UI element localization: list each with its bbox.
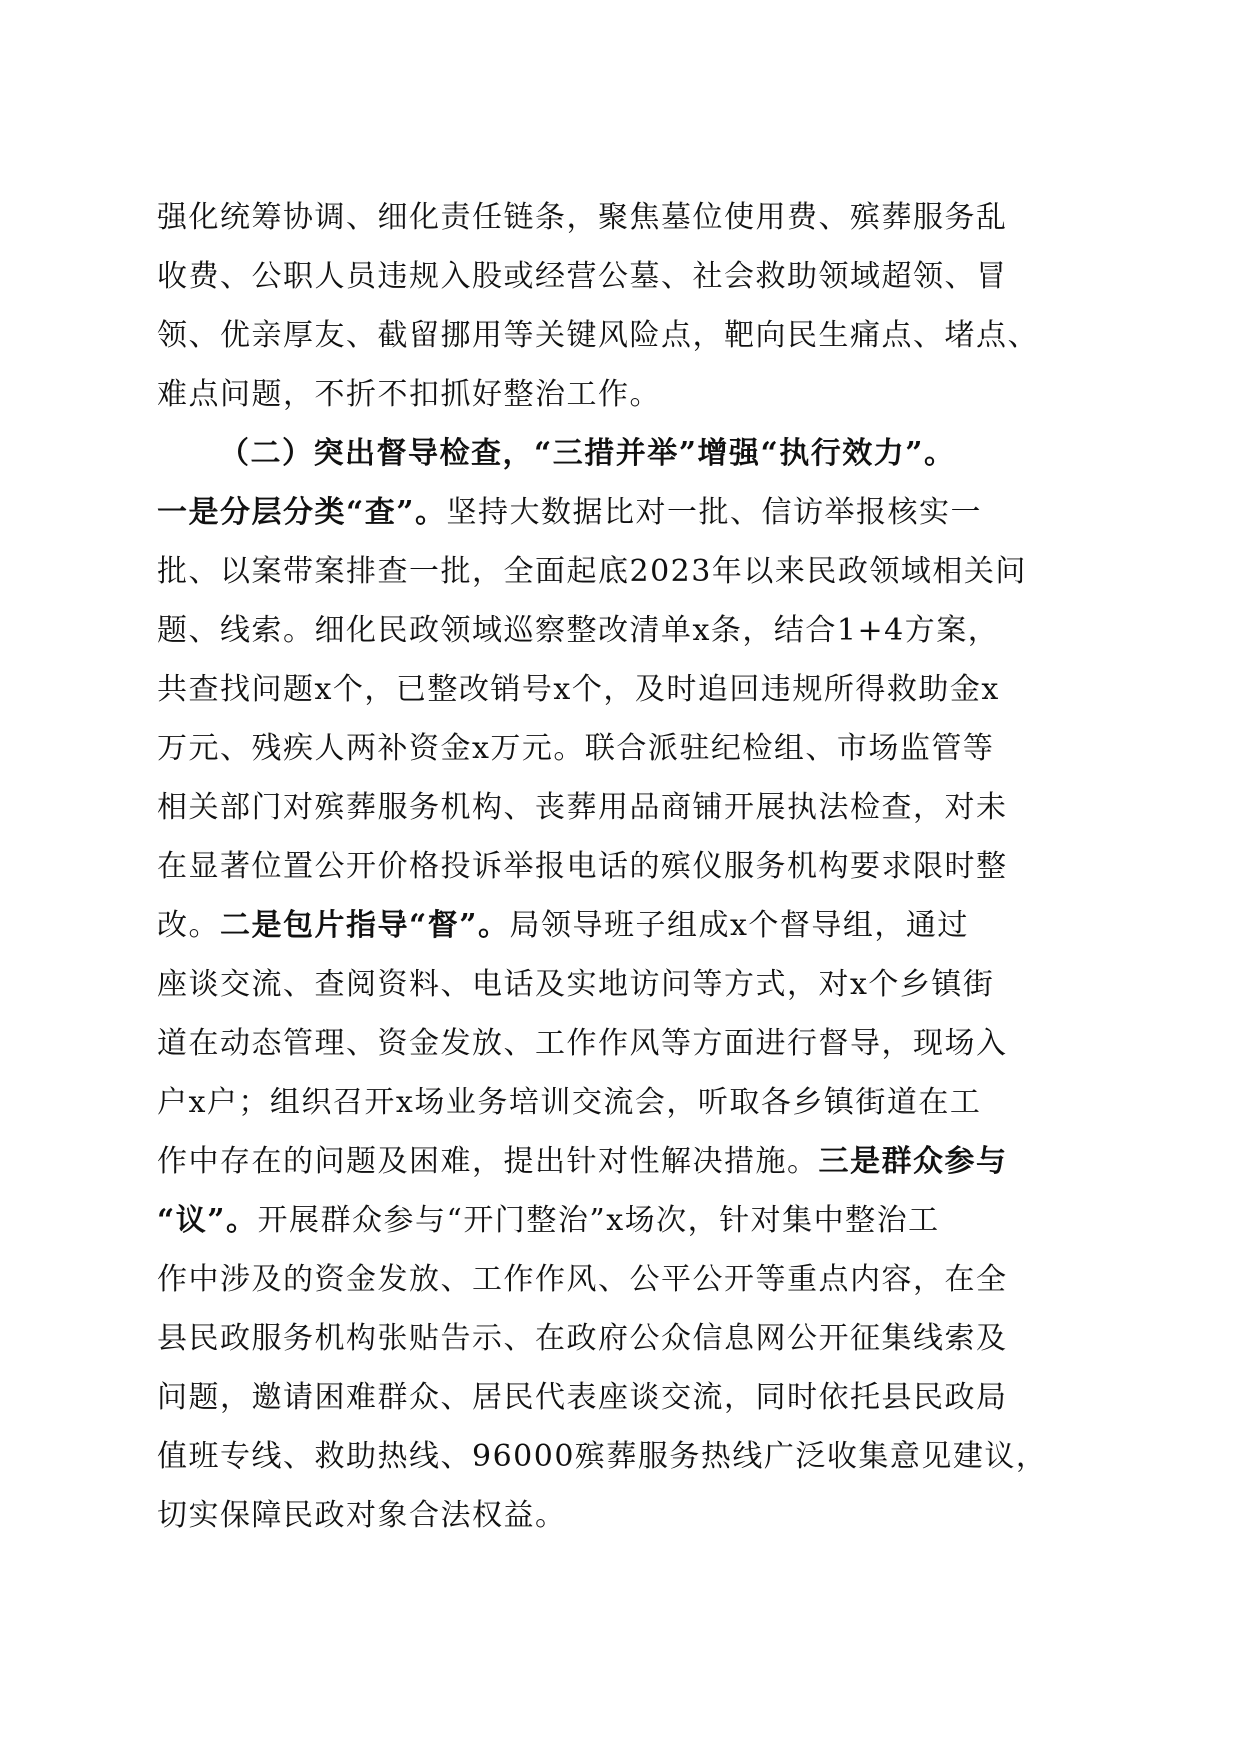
text-line xyxy=(157,1368,1083,1427)
text-run: 批、以案带案排查一批，全面起底2023年以来民政领域相关问 xyxy=(157,554,1027,589)
text-line xyxy=(157,1073,1083,1132)
section-heading-text: （二）突出督导检查，“三措并举”增强“执行效力”。 xyxy=(219,436,956,471)
point-heading-3b: “议”。 xyxy=(157,1203,258,1238)
text-line xyxy=(157,719,1083,778)
text-line xyxy=(157,483,1083,542)
text-line xyxy=(157,1427,1083,1486)
text-line xyxy=(157,1309,1083,1368)
text-line xyxy=(157,778,1083,837)
text-line xyxy=(157,660,1083,719)
text-run: 改。 xyxy=(157,908,220,943)
text-run: 道在动态管理、资金发放、工作作风等方面进行督导，现场入 xyxy=(157,1026,1008,1061)
text-line xyxy=(157,601,1083,660)
text-line xyxy=(157,542,1083,601)
text-line xyxy=(157,896,1083,955)
text-line xyxy=(157,247,1083,306)
text-run: 作中涉及的资金发放、工作作风、公平公开等重点内容，在全 xyxy=(157,1262,1008,1297)
text-line xyxy=(157,1250,1083,1309)
text-run: 共查找问题x个，已整改销号x个，及时追回违规所得救助金x xyxy=(157,672,1000,707)
text-line xyxy=(157,365,1083,424)
text-line xyxy=(157,188,1083,247)
text-run: 问题，邀请困难群众、居民代表座谈交流，同时依托县民政局 xyxy=(157,1380,1008,1415)
text-line xyxy=(157,1132,1083,1191)
text-run: 难点问题，不折不扣抓好整治工作。 xyxy=(157,377,661,412)
text-run: 领、优亲厚友、截留挪用等关键风险点，靶向民生痛点、堵点、 xyxy=(157,318,1039,353)
text-run: 万元、残疾人两补资金x万元。联合派驻纪检组、市场监管等 xyxy=(157,731,995,766)
text-run: 相关部门对殡葬服务机构、丧葬用品商铺开展执法检查，对未 xyxy=(157,790,1008,825)
text-run: 作中存在的问题及困难，提出针对性解决措施。 xyxy=(157,1144,819,1179)
point-heading-2: 二是包片指导“督”。 xyxy=(220,908,510,943)
text-run: 题、线索。细化民政领域巡察整改清单x条，结合1+4方案， xyxy=(157,613,1000,648)
text-run: 开展群众参与“开门整治”x场次，针对集中整治工 xyxy=(257,1203,940,1238)
text-run: 户x户；组织召开x场业务培训交流会，听取各乡镇街道在工 xyxy=(157,1085,982,1120)
text-run: 切实保障民政对象合法权益。 xyxy=(157,1498,567,1533)
text-run: 座谈交流、查阅资料、电话及实地访问等方式，对x个乡镇街 xyxy=(157,967,995,1002)
text-line xyxy=(157,1486,1083,1545)
text-run: 在显著位置公开价格投诉举报电话的殡仪服务机构要求限时整 xyxy=(157,849,1008,884)
section-heading xyxy=(157,424,1083,483)
text-run: 强化统筹协调、细化责任链条，聚焦墓位使用费、殡葬服务乱 xyxy=(157,200,1008,235)
body-text xyxy=(157,188,1083,1545)
text-line xyxy=(157,837,1083,896)
text-line xyxy=(157,306,1083,365)
text-run: 县民政服务机构张贴告示、在政府公众信息网公开征集线索及 xyxy=(157,1321,1008,1356)
point-heading-3a: 三是群众参与 xyxy=(818,1144,1008,1179)
text-line xyxy=(157,1191,1083,1250)
text-line xyxy=(157,1014,1083,1073)
text-run: 收费、公职人员违规入股或经营公墓、社会救助领域超领、冒 xyxy=(157,259,1008,294)
text-run: 局领导班子组成x个督导组，通过 xyxy=(509,908,969,943)
text-run: 坚持大数据比对一批、信访举报核实一 xyxy=(446,495,983,530)
text-line xyxy=(157,955,1083,1014)
text-run: 值班专线、救助热线、96000殡葬服务热线广泛收集意见建议， xyxy=(157,1439,1048,1474)
point-heading-1: 一是分层分类“查”。 xyxy=(157,495,447,530)
